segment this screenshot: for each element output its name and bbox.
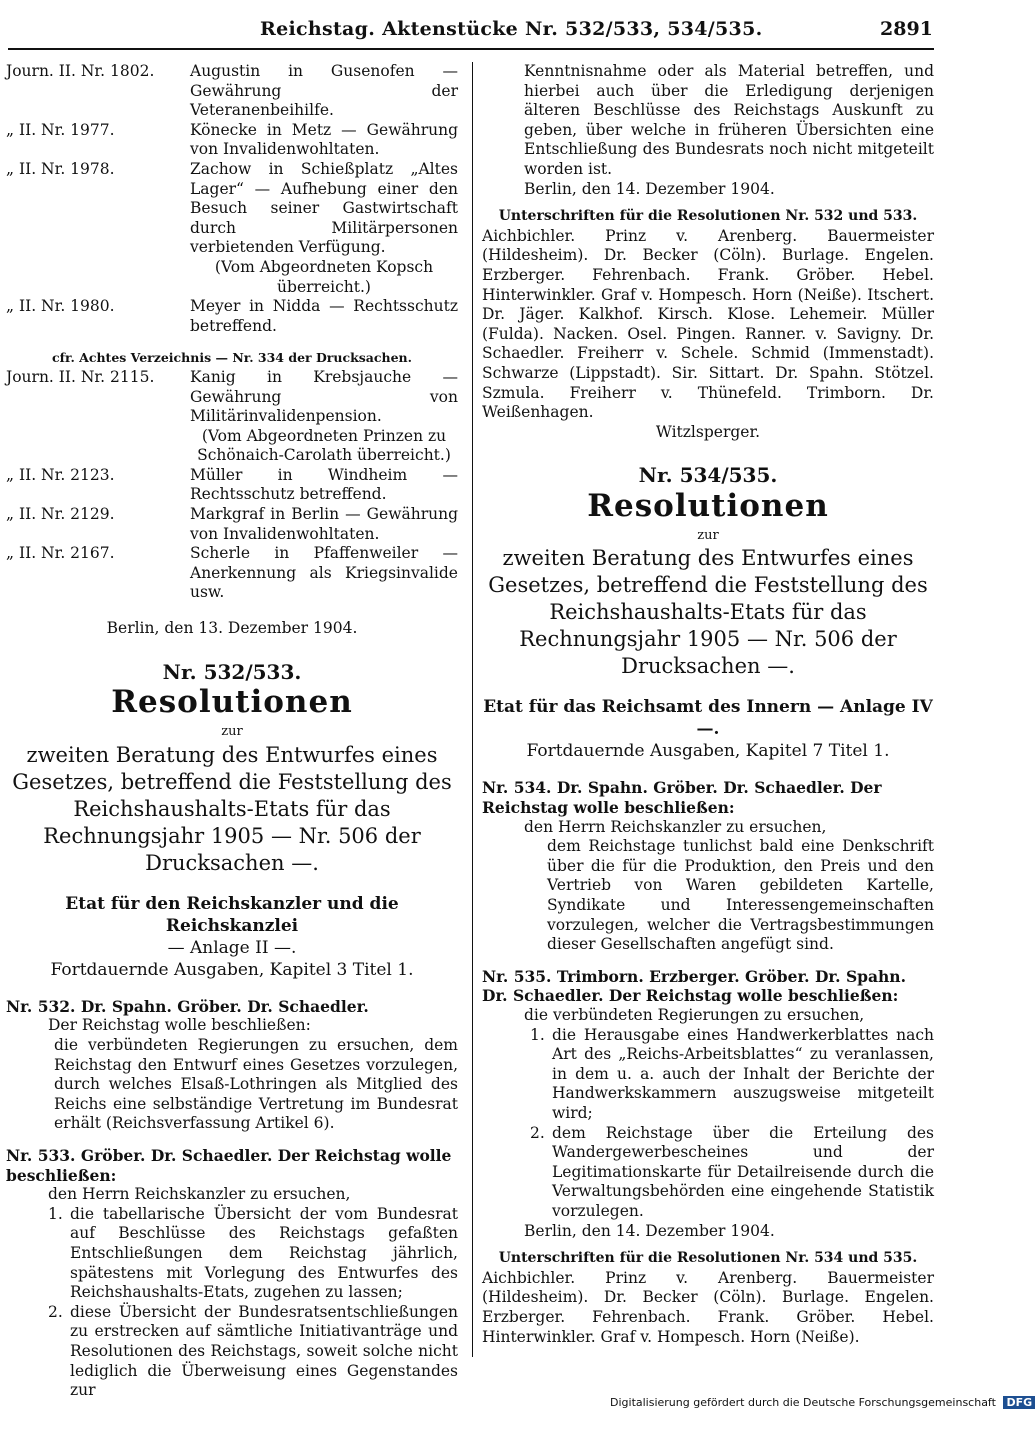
dfg-logo: DFG [1003,1396,1035,1409]
list-item [6,1205,458,1303]
journal-entry [6,368,458,466]
journal-key: „ II. Nr. 2129. [6,505,115,524]
list-text: dem Reichstage über die Erteilung des Wandergewerbescheines und der Legitimationskarte für Detailreisende durch die Verwaltungsbehörden eine eingehende Statistik vorzulegen. [552,1123,934,1220]
digitization-footer [610,1396,1033,1429]
signatures-last: Witzlsperger. [655,422,761,441]
zur-label: zur [697,527,719,543]
journal-entry [6,160,458,297]
beratung-text: zweiten Beratung des Entwurfes eines Gesetzes, betreffend die Feststellung des Reichshaushalts-Etats für das Rechnungsjahr 1905 — Nr. 506 der Drucksachen —. [488,546,928,679]
section-title: Resolutionen [587,487,829,524]
resolution-heading: Nr. 534. Dr. Spahn. Gröber. Dr. Schaedler. Der Reichstag wolle beschließen: [482,778,882,818]
journal-entry [6,505,458,544]
header-rule [8,48,934,50]
date-line: Berlin, den 14. Dezember 1904. [524,1221,775,1240]
journal-entry [6,466,458,505]
page-header [0,18,1000,48]
right-column [482,62,934,1347]
journal-body [190,368,458,466]
list-text: die Herausgabe eines Handwerkerblattes nach Art des „Reichs-Arbeitsblattes“ zu veranlassen, in dem u. a. auch der Inhalt der Berichte der Handwerkskammern auszugsweise mitgeteilt wird; [552,1025,934,1122]
journal-text: Müller in Windheim — Rechtsschutz betreffend. [190,465,458,504]
resolution-intro: den Herrn Reichskanzler zu ersuchen, [524,817,827,836]
signatures-text: Aichbichler. Prinz v. Arenberg. Bauermeister (Hildesheim). Dr. Becker (Cöln). Burlage. Engelen. Erzberger. Fehrenbach. Frank. Gröber. Hebel. Hinterwinkler. Graf v. Hompesch. Horn (Neiße). [482,1268,934,1346]
list-item [482,1026,934,1124]
resolution-body: dem Reichstage tunlichst bald eine Denkschrift über die für die Produktion, den Preis und den Vertrieb von Waren gebildeten Kartelle, Syndikate und Interessengemeinschaften vorzulegen, welcher die Vertragsbestimmungen dieser Gesellschaften angefügt sind. [547,837,934,954]
date-line: Berlin, den 14. Dezember 1904. [524,179,775,198]
etat-heading: Etat für den Reichskanzler und die Reichskanzlei [65,893,399,936]
list-number: 1. [48,1204,63,1223]
resolution-body: die verbündeten Regierungen zu ersuchen, dem Reichstag den Entwurf eines Gesetzes vorzulegen, durch welches Elsaß-Lothringen als Mitglied des Reichs eine selbständige Vertretung im Bundesrat erhält (Reichsverfassung Artikel 6). [54,1036,458,1133]
journal-text: Könecke in Metz — Gewährung von Invalidenwohltaten. [190,120,458,159]
journal-entry [6,297,458,336]
journal-note: (Vom Abgeordneten Kopsch überreicht.) [214,257,434,296]
left-column [6,62,458,1401]
etat-heading: Etat für das Reichsamt des Innern — Anlage IV —. [483,697,933,740]
journal-entry [6,62,458,121]
footer-text: Digitalisierung gefördert durch die Deutsche Forschungsgemeinschaft [610,1396,996,1409]
column-rule [472,62,473,1357]
journal-text: Augustin in Gusenofen — Gewährung der Veteranenbeihilfe. [190,62,458,120]
date-line: Berlin, den 13. Dezember 1904. [106,619,358,638]
list-number: 2. [48,1302,63,1321]
journal-key: „ II. Nr. 2167. [6,544,115,563]
running-title: Reichstag. Aktenstücke Nr. 532/533, 534/535. [260,18,763,40]
beratung-text: zweiten Beratung des Entwurfes eines Gesetzes, betreffend die Feststellung des Reichshaushalts-Etats für das Rechnungsjahr 1905 — Nr. 506 der Drucksachen —. [12,742,452,875]
signatures-heading: Unterschriften für die Resolutionen Nr. 532 und 533. [498,208,918,225]
list-number: 1. [530,1025,545,1044]
list-text: diese Übersicht der Bundesratsentschließungen zu erstrecken auf sämtliche Initiativanträge und Resolutionen des Reichstags, soweit solche nicht lediglich die Überweisung eines Gegenstandes zur [70,1302,458,1400]
continued-text: Kenntnisnahme oder als Material betreffen, und hierbei auch über die Erledigung derjenigen älteren Beschlüsse des Reichstags Auskunft zu geben, über welche in früheren Übersichten eine Entschließung des Bundesrats noch nicht mitgeteilt worden ist. [524,62,934,178]
journal-text: Zachow in Schießplatz „Altes Lager“ — Aufhebung einer den Besuch seiner Gastwirtschaft durch Militärpersonen verbietenden Verfügung. [190,159,458,257]
journal-key: „ II. Nr. 1980. [6,297,115,316]
anlage-line: — Anlage II —. [167,937,297,958]
journal-text: Markgraf in Berlin — Gewährung von Invalidenwohltaten. [190,505,458,543]
journal-entry [6,121,458,160]
zur-label: zur [221,724,243,740]
section-title: Resolutionen [111,684,353,721]
list-item [482,1124,934,1222]
fortdauernd-line: Fortdauernde Ausgaben, Kapitel 7 Titel 1. [526,741,890,762]
journal-key: Journ. II. Nr. 2115. [6,367,155,386]
resolution-heading: Nr. 535. Trimborn. Erzberger. Gröber. Dr. Spahn. Dr. Schaedler. Der Reichstag wolle beschließen: [482,966,906,1006]
fortdauernd-line: Fortdauernde Ausgaben, Kapitel 3 Titel 1. [50,959,414,980]
page-number: 2891 [880,18,933,40]
journal-text: Kanig in Krebsjauche — Gewährung von Militärinvalidenpension. [190,367,458,426]
list-item [6,1303,458,1401]
journal-key: „ II. Nr. 1978. [6,159,115,178]
resolution-intro: den Herrn Reichskanzler zu ersuchen, [48,1185,351,1204]
signatures-text: Aichbichler. Prinz v. Arenberg. Bauermeister (Hildesheim). Dr. Becker (Cöln). Burlage. Engelen. Erzberger. Fehrenbach. Frank. Gröber. Hebel. Hinterwinkler. Graf v. Hompesch. Horn (Neiße). Itschert. Dr. Jäger. Kalkhof. Kirsch. Klose. Lehemeir. Müller (Fulda). Nacken. Osel. Pingen. Ranner. v. Savigny. Dr. Schaedler. Freiherr v. Schele. Schmid (Immenstadt). Schwarze (Lippstadt). Sir. Sittart. Dr. Spahn. Stötzel. Szmula. Freiherr v. Thünefeld. Trimborn. Dr. Weißenhagen. [482,226,934,422]
journal-entry [6,544,458,603]
resolution-heading: Nr. 532. Dr. Spahn. Gröber. Dr. Schaedler. [6,996,369,1016]
journal-body [190,160,458,297]
journal-text: Scherle in Pfaffenweiler — Anerkennung als Kriegsinvalide usw. [190,544,458,602]
journal-key: „ II. Nr. 2123. [6,465,115,484]
cfr-line: cfr. Achtes Verzeichnis — Nr. 334 der Drucksachen. [52,350,412,366]
journal-key: Journ. II. Nr. 1802. [6,62,155,80]
journal-text: Meyer in Nidda — Rechtsschutz betreffend. [190,297,458,335]
resolution-intro: die verbündeten Regierungen zu ersuchen, [524,1006,865,1024]
resolution-heading: Nr. 533. Gröber. Dr. Schaedler. Der Reichstag wolle beschließen: [6,1145,452,1185]
section-number: Nr. 534/535. [638,463,778,488]
journal-key: „ II. Nr. 1977. [6,120,115,139]
signatures-heading: Unterschriften für die Resolutionen Nr. 534 und 535. [498,1250,918,1267]
section-number: Nr. 532/533. [162,659,302,684]
journal-note: (Vom Abgeordneten Prinzen zu Schönaich-Carolath überreicht.) [197,426,451,465]
resolution-intro: Der Reichstag wolle beschließen: [48,1016,311,1035]
list-number: 2. [530,1123,545,1142]
list-text: die tabellarische Übersicht der vom Bundesrat auf Beschlüsse des Reichstags gefaßten Entschließungen dem Reichstag jährlich, spätestens mit Vorlegung des Entwurfes des Reichshaushalts-Etats, zugehen zu lassen; [70,1204,458,1302]
